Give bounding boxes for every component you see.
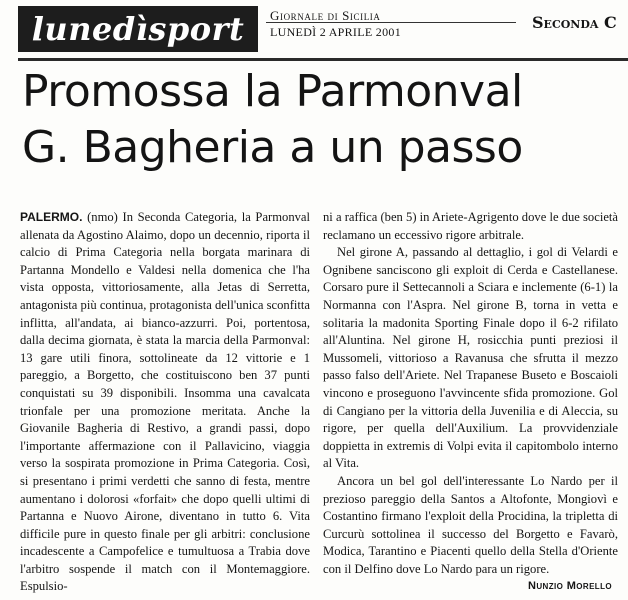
section-title: Seconda C — [532, 13, 617, 32]
article-headline — [22, 64, 622, 176]
paragraph-girone: Nel girone A, passando al dettaglio, i gol di Velardi e Ognibene sanciscono gli exploit di Cerda e Castellanese. Corsaro pure il Settecannoli a Sciara e inclemente (6-1) la Normanna con l'Aspra. Nel girone B, torna in vetta e solitaria la madonita Sporting Finale dopo il 6-2 rifilato all'Aluntina. Nel girone H, rosicchia punti preziosi il Mussomeli, vittorioso a Ravanusa che sfrutta il mezzo passo falso dell'Ariete. Nel Trapanese Buseto e Boscaioli vincono e proseguono l'avvincente sfida promozione. Gol di Cangiano per la vittoria della Juvenilia e di Aleccia, su rigore, per quella dell'Auxilium. La provvidenziale doppietta in extremis di Volpi evita il capitombolo interno al Vita. — [323, 245, 618, 471]
paragraph-closing: Ancora un bel gol dell'interessante Lo Nardo per il prezioso pareggio della Santos a Altofonte, Mongiovì e Costantino firmano l'exploit della Procidina, la tripletta di Curcurù sottolinea il successo del Borgetto e Favarò, Modica, Tarantino e Piacenti quello della Stella d'Oriente con il Delfino dove Lo Nardo para un rigore. — [323, 473, 618, 576]
paragraph-1 — [20, 209, 310, 596]
dateline: PALERMO. — [20, 210, 83, 224]
publication-date: LUNEDÌ 2 APRILE 2001 — [270, 25, 401, 39]
masthead-rule — [18, 58, 628, 61]
article-column-1 — [20, 209, 310, 596]
paragraph-continuation: ni a raffica (ben 5) in Ariete-Agrigento dove le due società reclamano un eccessivo rigore arbitrale. — [323, 210, 618, 242]
author-byline: Nunzio Morello — [528, 580, 612, 592]
headline-line-2: G. Bagheria a un passo — [22, 122, 523, 173]
section-logo: lunedìsport — [18, 6, 258, 52]
column-1-text: (nmo) In Seconda Categoria, la Parmonval allenata da Agostino Alaimo, dopo un decennio, riporta il calcio di Prima Categoria nella borgata marinara di Partanna Mondello e Valdesi nella domenica che l'ha vista opposta, vittoriosamente, alla Jetas di Serretta, antagonista più continua, protagonista dell'unica sconfitta inflitta, all'andata, ai bianco-azzurri. Poi, portentosa, dalla decima giornata, è stata la marcia della Parmonval: 13 gare utili finora, sottolineate da 12 vittorie e 1 pareggio, a Borgetto, che costituiscono ben 37 punti conquistati su 39 disponibili. Insomma una cavalcata trionfale per una promozione meritata. Anche la Giovanile Bagheria di Restivo, a grandi passi, dopo l'importante affermazione con il Pallavicino, viaggia verso la sospirata promozione in Prima Categoria. Così, si presentano i primi verdetti che sanno di festa, mentre aumentano i dolorosi «forfait» che dopo quelli ultimi di Partanna e Nuovo Airone, diventano in tutto 6. Vita difficile pure in questo finale per gli arbitri: conclusione incadescente a Campofelice e tumultuosa a Trabia dove l'arbitro sospende il match con il Montemaggiore. Espulsio- — [20, 210, 310, 594]
headline-line-1: Promossa la Parmonval — [22, 66, 523, 117]
article-column-2 — [323, 209, 618, 578]
masthead-divider — [266, 22, 516, 23]
publication-name: Giornale di Sicilia — [270, 8, 381, 23]
